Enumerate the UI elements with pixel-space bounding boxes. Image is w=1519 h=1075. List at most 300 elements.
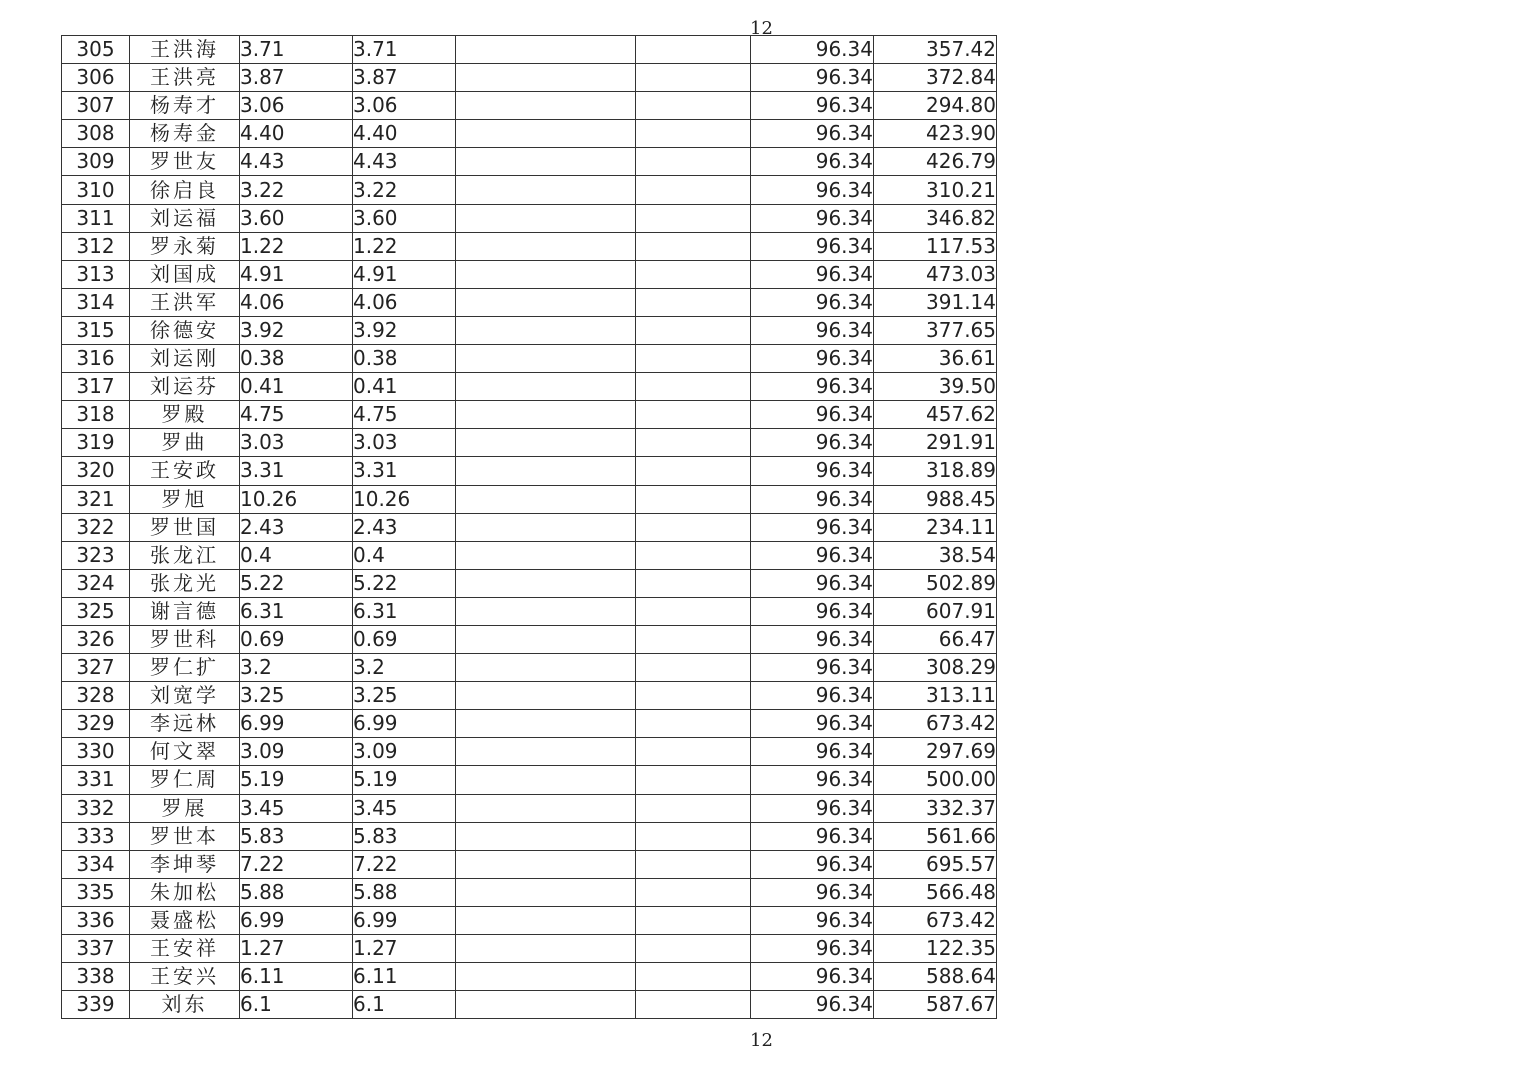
table-row: [62, 345, 997, 373]
empty-cell: [456, 288, 636, 316]
amount-cell: 310.21: [874, 176, 997, 204]
row-number-cell: 319: [62, 429, 130, 457]
unit-price-cell: 96.34: [751, 36, 874, 64]
empty-cell: [636, 513, 751, 541]
row-number-cell: 314: [62, 288, 130, 316]
empty-cell: [636, 204, 751, 232]
empty-cell: [456, 738, 636, 766]
table-row: [62, 120, 997, 148]
row-number-cell: 318: [62, 401, 130, 429]
unit-price-cell: 96.34: [751, 935, 874, 963]
table-row: [62, 429, 997, 457]
name-cell: 聂盛松: [130, 906, 240, 934]
amount-cell: 291.91: [874, 429, 997, 457]
table-row: [62, 682, 997, 710]
empty-cell: [456, 963, 636, 991]
page-number-bottom: 12: [750, 1030, 773, 1051]
area-cell: 0.4: [240, 541, 353, 569]
empty-cell: [456, 991, 636, 1019]
unit-price-cell: 96.34: [751, 260, 874, 288]
area-cell: 2.43: [240, 513, 353, 541]
amount-cell: 66.47: [874, 625, 997, 653]
area-cell: 0.38: [240, 345, 353, 373]
area-cell: 6.31: [240, 597, 353, 625]
area-cell: 5.88: [240, 878, 353, 906]
table-row: [62, 906, 997, 934]
confirmed-area-cell: 6.31: [353, 597, 456, 625]
amount-cell: 502.89: [874, 569, 997, 597]
row-number-cell: 324: [62, 569, 130, 597]
empty-cell: [636, 64, 751, 92]
row-number-cell: 320: [62, 457, 130, 485]
confirmed-area-cell: 3.22: [353, 176, 456, 204]
amount-cell: 38.54: [874, 541, 997, 569]
amount-cell: 673.42: [874, 710, 997, 738]
row-number-cell: 307: [62, 92, 130, 120]
name-cell: 罗世友: [130, 148, 240, 176]
empty-cell: [636, 850, 751, 878]
area-cell: 6.1: [240, 991, 353, 1019]
table-row: [62, 625, 997, 653]
empty-cell: [636, 906, 751, 934]
empty-cell: [636, 541, 751, 569]
unit-price-cell: 96.34: [751, 64, 874, 92]
amount-cell: 457.62: [874, 401, 997, 429]
unit-price-cell: 96.34: [751, 541, 874, 569]
table-row: [62, 766, 997, 794]
unit-price-cell: 96.34: [751, 625, 874, 653]
empty-cell: [456, 176, 636, 204]
confirmed-area-cell: 7.22: [353, 850, 456, 878]
amount-cell: 391.14: [874, 288, 997, 316]
area-cell: 1.27: [240, 935, 353, 963]
empty-cell: [636, 766, 751, 794]
empty-cell: [636, 288, 751, 316]
unit-price-cell: 96.34: [751, 682, 874, 710]
row-number-cell: 329: [62, 710, 130, 738]
table-row: [62, 794, 997, 822]
unit-price-cell: 96.34: [751, 485, 874, 513]
empty-cell: [636, 710, 751, 738]
name-cell: 刘国成: [130, 260, 240, 288]
amount-cell: 297.69: [874, 738, 997, 766]
area-cell: 6.11: [240, 963, 353, 991]
empty-cell: [636, 597, 751, 625]
amount-cell: 566.48: [874, 878, 997, 906]
empty-cell: [636, 654, 751, 682]
table-row: [62, 654, 997, 682]
confirmed-area-cell: 0.69: [353, 625, 456, 653]
amount-cell: 117.53: [874, 232, 997, 260]
confirmed-area-cell: 5.19: [353, 766, 456, 794]
amount-cell: 607.91: [874, 597, 997, 625]
empty-cell: [456, 232, 636, 260]
confirmed-area-cell: 3.25: [353, 682, 456, 710]
table-row: [62, 541, 997, 569]
row-number-cell: 309: [62, 148, 130, 176]
empty-cell: [456, 654, 636, 682]
data-table: [61, 35, 997, 1019]
row-number-cell: 311: [62, 204, 130, 232]
empty-cell: [456, 878, 636, 906]
name-cell: 李远林: [130, 710, 240, 738]
name-cell: 张龙光: [130, 569, 240, 597]
name-cell: 王安兴: [130, 963, 240, 991]
empty-cell: [456, 373, 636, 401]
amount-cell: 294.80: [874, 92, 997, 120]
confirmed-area-cell: 3.06: [353, 92, 456, 120]
area-cell: 3.71: [240, 36, 353, 64]
table-row: [62, 232, 997, 260]
name-cell: 李坤琴: [130, 850, 240, 878]
empty-cell: [456, 541, 636, 569]
area-cell: 5.83: [240, 822, 353, 850]
empty-cell: [636, 485, 751, 513]
table-row: [62, 850, 997, 878]
empty-cell: [456, 710, 636, 738]
amount-cell: 318.89: [874, 457, 997, 485]
empty-cell: [456, 906, 636, 934]
unit-price-cell: 96.34: [751, 120, 874, 148]
area-cell: 10.26: [240, 485, 353, 513]
unit-price-cell: 96.34: [751, 345, 874, 373]
area-cell: 3.92: [240, 316, 353, 344]
area-cell: 7.22: [240, 850, 353, 878]
unit-price-cell: 96.34: [751, 429, 874, 457]
area-cell: 4.91: [240, 260, 353, 288]
name-cell: 刘宽学: [130, 682, 240, 710]
table-row: [62, 288, 997, 316]
confirmed-area-cell: 3.71: [353, 36, 456, 64]
name-cell: 何文翠: [130, 738, 240, 766]
amount-cell: 423.90: [874, 120, 997, 148]
empty-cell: [636, 316, 751, 344]
name-cell: 罗世国: [130, 513, 240, 541]
row-number-cell: 308: [62, 120, 130, 148]
name-cell: 张龙江: [130, 541, 240, 569]
area-cell: 4.06: [240, 288, 353, 316]
confirmed-area-cell: 10.26: [353, 485, 456, 513]
empty-cell: [636, 92, 751, 120]
name-cell: 罗曲: [130, 429, 240, 457]
empty-cell: [456, 625, 636, 653]
empty-cell: [456, 204, 636, 232]
confirmed-area-cell: 3.60: [353, 204, 456, 232]
empty-cell: [636, 36, 751, 64]
confirmed-area-cell: 3.09: [353, 738, 456, 766]
empty-cell: [636, 429, 751, 457]
empty-cell: [456, 36, 636, 64]
table-row: [62, 176, 997, 204]
confirmed-area-cell: 0.4: [353, 541, 456, 569]
amount-cell: 561.66: [874, 822, 997, 850]
amount-cell: 313.11: [874, 682, 997, 710]
amount-cell: 346.82: [874, 204, 997, 232]
area-cell: 3.09: [240, 738, 353, 766]
unit-price-cell: 96.34: [751, 906, 874, 934]
area-cell: 5.22: [240, 569, 353, 597]
row-number-cell: 325: [62, 597, 130, 625]
row-number-cell: 322: [62, 513, 130, 541]
empty-cell: [636, 991, 751, 1019]
row-number-cell: 315: [62, 316, 130, 344]
area-cell: 6.99: [240, 710, 353, 738]
row-number-cell: 334: [62, 850, 130, 878]
area-cell: 0.69: [240, 625, 353, 653]
name-cell: 王洪军: [130, 288, 240, 316]
confirmed-area-cell: 4.40: [353, 120, 456, 148]
name-cell: 刘运刚: [130, 345, 240, 373]
amount-cell: 357.42: [874, 36, 997, 64]
unit-price-cell: 96.34: [751, 569, 874, 597]
confirmed-area-cell: 4.75: [353, 401, 456, 429]
area-cell: 3.25: [240, 682, 353, 710]
unit-price-cell: 96.34: [751, 794, 874, 822]
empty-cell: [636, 682, 751, 710]
table-row: [62, 457, 997, 485]
row-number-cell: 335: [62, 878, 130, 906]
unit-price-cell: 96.34: [751, 288, 874, 316]
row-number-cell: 326: [62, 625, 130, 653]
confirmed-area-cell: 5.22: [353, 569, 456, 597]
unit-price-cell: 96.34: [751, 991, 874, 1019]
name-cell: 罗旭: [130, 485, 240, 513]
confirmed-area-cell: 3.2: [353, 654, 456, 682]
area-cell: 6.99: [240, 906, 353, 934]
page-number-top: 12: [750, 18, 773, 39]
unit-price-cell: 96.34: [751, 457, 874, 485]
area-cell: 3.2: [240, 654, 353, 682]
table-row: [62, 710, 997, 738]
unit-price-cell: 96.34: [751, 316, 874, 344]
table-row: [62, 148, 997, 176]
name-cell: 杨寿才: [130, 92, 240, 120]
amount-cell: 377.65: [874, 316, 997, 344]
unit-price-cell: 96.34: [751, 850, 874, 878]
name-cell: 杨寿金: [130, 120, 240, 148]
table-row: [62, 569, 997, 597]
empty-cell: [456, 260, 636, 288]
empty-cell: [636, 401, 751, 429]
empty-cell: [636, 822, 751, 850]
table-row: [62, 373, 997, 401]
amount-cell: 500.00: [874, 766, 997, 794]
table-body: [62, 36, 997, 1019]
empty-cell: [456, 485, 636, 513]
row-number-cell: 336: [62, 906, 130, 934]
confirmed-area-cell: 3.45: [353, 794, 456, 822]
empty-cell: [456, 148, 636, 176]
unit-price-cell: 96.34: [751, 176, 874, 204]
table-row: [62, 963, 997, 991]
amount-cell: 473.03: [874, 260, 997, 288]
amount-cell: 122.35: [874, 935, 997, 963]
area-cell: 4.40: [240, 120, 353, 148]
empty-cell: [636, 457, 751, 485]
table-row: [62, 260, 997, 288]
name-cell: 刘运福: [130, 204, 240, 232]
confirmed-area-cell: 4.43: [353, 148, 456, 176]
empty-cell: [456, 766, 636, 794]
row-number-cell: 328: [62, 682, 130, 710]
empty-cell: [456, 822, 636, 850]
unit-price-cell: 96.34: [751, 738, 874, 766]
area-cell: 3.87: [240, 64, 353, 92]
area-cell: 3.06: [240, 92, 353, 120]
name-cell: 罗世本: [130, 822, 240, 850]
confirmed-area-cell: 4.06: [353, 288, 456, 316]
row-number-cell: 310: [62, 176, 130, 204]
name-cell: 罗殿: [130, 401, 240, 429]
table-row: [62, 36, 997, 64]
name-cell: 朱加松: [130, 878, 240, 906]
name-cell: 王洪亮: [130, 64, 240, 92]
area-cell: 3.45: [240, 794, 353, 822]
empty-cell: [456, 794, 636, 822]
empty-cell: [636, 569, 751, 597]
empty-cell: [636, 176, 751, 204]
amount-cell: 372.84: [874, 64, 997, 92]
row-number-cell: 338: [62, 963, 130, 991]
confirmed-area-cell: 6.1: [353, 991, 456, 1019]
confirmed-area-cell: 5.88: [353, 878, 456, 906]
row-number-cell: 337: [62, 935, 130, 963]
name-cell: 刘东: [130, 991, 240, 1019]
table-row: [62, 597, 997, 625]
unit-price-cell: 96.34: [751, 878, 874, 906]
row-number-cell: 327: [62, 654, 130, 682]
unit-price-cell: 96.34: [751, 963, 874, 991]
name-cell: 徐启良: [130, 176, 240, 204]
unit-price-cell: 96.34: [751, 766, 874, 794]
row-number-cell: 305: [62, 36, 130, 64]
area-cell: 1.22: [240, 232, 353, 260]
unit-price-cell: 96.34: [751, 373, 874, 401]
amount-cell: 234.11: [874, 513, 997, 541]
table-row: [62, 316, 997, 344]
name-cell: 罗仁周: [130, 766, 240, 794]
empty-cell: [456, 457, 636, 485]
amount-cell: 308.29: [874, 654, 997, 682]
empty-cell: [636, 260, 751, 288]
confirmed-area-cell: 6.99: [353, 710, 456, 738]
table-row: [62, 935, 997, 963]
confirmed-area-cell: 5.83: [353, 822, 456, 850]
empty-cell: [636, 794, 751, 822]
confirmed-area-cell: 0.38: [353, 345, 456, 373]
empty-cell: [456, 401, 636, 429]
unit-price-cell: 96.34: [751, 513, 874, 541]
name-cell: 刘运芬: [130, 373, 240, 401]
name-cell: 谢言德: [130, 597, 240, 625]
empty-cell: [456, 569, 636, 597]
table-row: [62, 92, 997, 120]
empty-cell: [456, 935, 636, 963]
table-row: [62, 513, 997, 541]
row-number-cell: 316: [62, 345, 130, 373]
empty-cell: [456, 429, 636, 457]
unit-price-cell: 96.34: [751, 148, 874, 176]
table-row: [62, 822, 997, 850]
empty-cell: [456, 682, 636, 710]
empty-cell: [636, 232, 751, 260]
area-cell: 3.60: [240, 204, 353, 232]
confirmed-area-cell: 6.99: [353, 906, 456, 934]
row-number-cell: 312: [62, 232, 130, 260]
name-cell: 王安祥: [130, 935, 240, 963]
amount-cell: 39.50: [874, 373, 997, 401]
name-cell: 罗仁扩: [130, 654, 240, 682]
table-row: [62, 401, 997, 429]
row-number-cell: 333: [62, 822, 130, 850]
table-row: [62, 204, 997, 232]
row-number-cell: 323: [62, 541, 130, 569]
unit-price-cell: 96.34: [751, 92, 874, 120]
table-row: [62, 64, 997, 92]
row-number-cell: 321: [62, 485, 130, 513]
empty-cell: [456, 597, 636, 625]
unit-price-cell: 96.34: [751, 597, 874, 625]
amount-cell: 673.42: [874, 906, 997, 934]
confirmed-area-cell: 3.87: [353, 64, 456, 92]
name-cell: 罗永菊: [130, 232, 240, 260]
area-cell: 4.75: [240, 401, 353, 429]
name-cell: 罗展: [130, 794, 240, 822]
unit-price-cell: 96.34: [751, 204, 874, 232]
empty-cell: [456, 316, 636, 344]
confirmed-area-cell: 1.22: [353, 232, 456, 260]
amount-cell: 426.79: [874, 148, 997, 176]
area-cell: 5.19: [240, 766, 353, 794]
table-row: [62, 738, 997, 766]
confirmed-area-cell: 4.91: [353, 260, 456, 288]
area-cell: 3.31: [240, 457, 353, 485]
amount-cell: 588.64: [874, 963, 997, 991]
confirmed-area-cell: 6.11: [353, 963, 456, 991]
empty-cell: [456, 850, 636, 878]
name-cell: 王安政: [130, 457, 240, 485]
confirmed-area-cell: 0.41: [353, 373, 456, 401]
amount-cell: 36.61: [874, 345, 997, 373]
unit-price-cell: 96.34: [751, 401, 874, 429]
unit-price-cell: 96.34: [751, 232, 874, 260]
amount-cell: 587.67: [874, 991, 997, 1019]
row-number-cell: 330: [62, 738, 130, 766]
empty-cell: [636, 963, 751, 991]
table-row: [62, 878, 997, 906]
empty-cell: [636, 373, 751, 401]
row-number-cell: 313: [62, 260, 130, 288]
table-row: [62, 485, 997, 513]
row-number-cell: 317: [62, 373, 130, 401]
row-number-cell: 306: [62, 64, 130, 92]
table-row: [62, 991, 997, 1019]
empty-cell: [636, 345, 751, 373]
name-cell: 徐德安: [130, 316, 240, 344]
empty-cell: [636, 120, 751, 148]
confirmed-area-cell: 3.03: [353, 429, 456, 457]
name-cell: 罗世科: [130, 625, 240, 653]
empty-cell: [456, 345, 636, 373]
row-number-cell: 339: [62, 991, 130, 1019]
empty-cell: [636, 738, 751, 766]
empty-cell: [456, 120, 636, 148]
empty-cell: [636, 878, 751, 906]
confirmed-area-cell: 2.43: [353, 513, 456, 541]
name-cell: 王洪海: [130, 36, 240, 64]
area-cell: 0.41: [240, 373, 353, 401]
area-cell: 3.22: [240, 176, 353, 204]
